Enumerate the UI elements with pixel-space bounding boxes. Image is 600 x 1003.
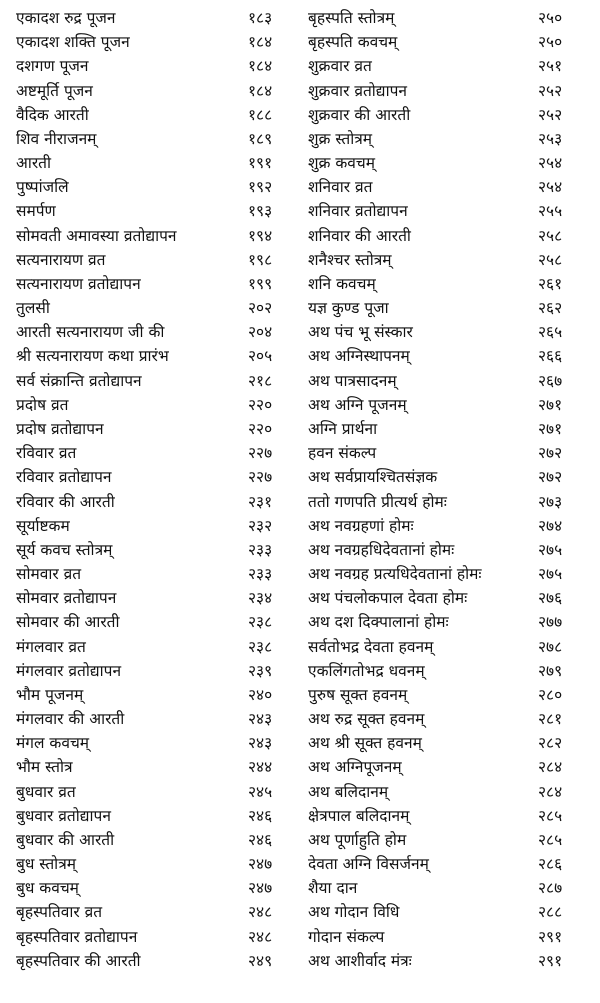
index-entry: [300, 465, 600, 489]
entry-page-number: २०५: [248, 347, 273, 366]
entry-title: सोमवार व्रतोद्यापन: [16, 589, 117, 608]
index-entry: [300, 852, 600, 876]
index-entry: [300, 562, 600, 586]
index-entry: [0, 417, 300, 441]
entry-page-number: २७५: [538, 540, 563, 559]
entry-title: गोदान संकल्प: [308, 927, 385, 946]
entry-title: अथ पूर्णाहुति होम: [308, 830, 407, 849]
index-entry: [300, 127, 600, 151]
entry-title: अथ आशीर्वाद मंत्रः: [308, 951, 412, 970]
index-entry: [300, 586, 600, 610]
entry-page-number: २४७: [248, 879, 273, 898]
entry-page-number: २२०: [248, 395, 273, 414]
index-entry: [300, 949, 600, 973]
index-entry: [0, 780, 300, 804]
entry-page-number: २९१: [538, 951, 563, 970]
index-entry: [0, 199, 300, 223]
entry-page-number: २८४: [538, 782, 563, 801]
index-entry: [0, 828, 300, 852]
index-entry: [300, 514, 600, 538]
entry-page-number: २४०: [248, 685, 273, 704]
entry-page-number: २४६: [248, 830, 273, 849]
entry-page-number: १९९: [248, 274, 273, 293]
entry-title: प्रदोष व्रत: [16, 395, 69, 414]
index-entry: [0, 30, 300, 54]
index-entry: [0, 344, 300, 368]
entry-page-number: २८५: [538, 830, 563, 849]
entry-title: क्षेत्रपाल बलिदानम्: [308, 806, 410, 825]
entry-title: अथ अग्नि पूजनम्: [308, 395, 407, 414]
entry-page-number: २३८: [248, 637, 273, 656]
index-entry: [0, 393, 300, 417]
entry-page-number: २३३: [248, 540, 273, 559]
index-entry: [0, 441, 300, 465]
index-entry: [0, 248, 300, 272]
entry-title: अथ नवग्रहधिदेवतानां होमः: [308, 540, 455, 559]
entry-page-number: २८०: [538, 685, 563, 704]
entry-title: रविवार की आरती: [16, 492, 115, 511]
entry-page-number: २५०: [538, 9, 563, 28]
entry-title: एकादश शक्ति पूजन: [16, 33, 130, 52]
entry-title: बृहस्पति कवचम्: [308, 33, 398, 52]
entry-page-number: २४७: [248, 855, 273, 874]
entry-title: अथ श्री सूक्त हवनम्: [308, 734, 422, 753]
entry-page-number: २५१: [538, 57, 563, 76]
index-entry: [0, 731, 300, 755]
index-entry: [0, 900, 300, 924]
entry-page-number: १८४: [248, 81, 273, 100]
index-entry: [0, 175, 300, 199]
entry-title: अथ अग्निपूजनम्: [308, 758, 402, 777]
entry-page-number: २१८: [248, 371, 273, 390]
entry-title: शनि कवचम्: [308, 274, 376, 293]
entry-page-number: २८६: [538, 855, 563, 874]
index-entry: [300, 6, 600, 30]
index-column-right: [300, 6, 600, 996]
index-entry: [0, 489, 300, 513]
entry-page-number: २७२: [538, 468, 563, 487]
entry-page-number: २६२: [538, 299, 563, 318]
index-entry: [300, 199, 600, 223]
index-entry: [0, 876, 300, 900]
index-entry: [0, 755, 300, 779]
entry-title: शिव नीराजनम्: [16, 129, 97, 148]
entry-page-number: २८२: [538, 734, 563, 753]
entry-page-number: २४४: [248, 758, 273, 777]
entry-page-number: २३९: [248, 661, 273, 680]
index-entry: [0, 151, 300, 175]
entry-title: पुरुष सूक्त हवनम्: [308, 685, 408, 704]
entry-page-number: २५८: [538, 226, 563, 245]
entry-title: एकादश रुद्र पूजन: [16, 9, 116, 28]
index-entry: [0, 54, 300, 78]
index-entry: [300, 538, 600, 562]
entry-title: एकलिंगतोभद्र धवनम्: [308, 661, 425, 680]
entry-page-number: २६६: [538, 347, 563, 366]
index-entry: [300, 344, 600, 368]
entry-page-number: २५२: [538, 81, 563, 100]
index-entry: [300, 103, 600, 127]
entry-page-number: २५५: [538, 202, 563, 221]
entry-page-number: २७७: [538, 613, 563, 632]
index-entry: [0, 586, 300, 610]
entry-page-number: २४६: [248, 806, 273, 825]
index-entry: [300, 683, 600, 707]
index-entry: [300, 828, 600, 852]
entry-title: सत्यनारायण व्रत: [16, 250, 106, 269]
entry-title: सोमवार व्रत: [16, 565, 82, 584]
entry-page-number: २४९: [248, 951, 273, 970]
entry-page-number: २२७: [248, 468, 273, 487]
entry-title: अथ पात्रसादनम्: [308, 371, 397, 390]
index-entry: [0, 949, 300, 973]
index-entry: [0, 562, 300, 586]
index-entry: [0, 804, 300, 828]
entry-page-number: २७८: [538, 637, 563, 656]
index-entry: [300, 79, 600, 103]
entry-title: बुध कवचम्: [16, 879, 79, 898]
entry-title: बुधवार व्रतोद्यापन: [16, 806, 111, 825]
entry-title: शनैश्चर स्तोत्रम्: [308, 250, 392, 269]
entry-title: समर्पण: [16, 202, 56, 221]
index-entry: [300, 804, 600, 828]
index-entry: [300, 780, 600, 804]
entry-page-number: २५४: [538, 178, 563, 197]
entry-title: सत्यनारायण व्रतोद्यापन: [16, 274, 141, 293]
entry-title: अथ नवग्रह प्रत्यधिदेवतानां होमः: [308, 565, 482, 584]
entry-page-number: १९८: [248, 250, 273, 269]
index-entry: [300, 731, 600, 755]
entry-title: बृहस्पति स्तोत्रम्: [308, 9, 395, 28]
entry-page-number: १८३: [248, 9, 273, 28]
index-entry: [300, 224, 600, 248]
entry-title: अथ रुद्र सूक्त हवनम्: [308, 710, 425, 729]
entry-title: सर्वतोभद्र देवता हवनम्: [308, 637, 434, 656]
entry-page-number: २४८: [248, 927, 273, 946]
index-entry: [0, 707, 300, 731]
index-entry: [300, 175, 600, 199]
entry-title: शनिवार व्रतोद्यापन: [308, 202, 408, 221]
entry-title: मंगल कवचम्: [16, 734, 90, 753]
entry-page-number: २६७: [538, 371, 563, 390]
entry-title: शनिवार की आरती: [308, 226, 411, 245]
entry-title: रविवार व्रतोद्यापन: [16, 468, 112, 487]
entry-page-number: २५०: [538, 33, 563, 52]
entry-page-number: १९१: [248, 154, 273, 173]
index-entry: [300, 151, 600, 175]
entry-page-number: २५८: [538, 250, 563, 269]
entry-title: अष्टमूर्ति पूजन: [16, 81, 93, 100]
entry-page-number: २५२: [538, 105, 563, 124]
entry-title: श्री सत्यनारायण कथा प्रारंभ: [16, 347, 169, 366]
entry-title: अथ दश दिक्पालानां होमः: [308, 613, 449, 632]
entry-page-number: २८८: [538, 903, 563, 922]
entry-title: आरती सत्यनारायण जी की: [16, 323, 165, 342]
index-entry: [300, 755, 600, 779]
index-entry: [300, 417, 600, 441]
index-entry: [0, 538, 300, 562]
entry-page-number: २९१: [538, 927, 563, 946]
entry-page-number: १९२: [248, 178, 273, 197]
entry-title: बुधवार की आरती: [16, 830, 115, 849]
index-entry: [300, 272, 600, 296]
entry-title: यज्ञ कुण्ड पूजा: [308, 299, 389, 318]
entry-title: शुक्रवार व्रतोद्यापन: [308, 81, 407, 100]
entry-title: शुक्र कवचम्: [308, 154, 376, 173]
entry-page-number: २५४: [538, 154, 563, 173]
index-entry: [0, 634, 300, 658]
entry-title: सर्व संक्रान्ति व्रतोद्यापन: [16, 371, 142, 390]
entry-page-number: १८४: [248, 33, 273, 52]
index-entry: [0, 103, 300, 127]
entry-title: भौम स्तोत्र: [16, 758, 73, 777]
entry-title: शुक्रवार की आरती: [308, 105, 411, 124]
index-entry: [0, 224, 300, 248]
entry-title: अथ बलिदानम्: [308, 782, 389, 801]
entry-page-number: २७५: [538, 565, 563, 584]
entry-page-number: २२७: [248, 444, 273, 463]
entry-title: बुध स्तोत्रम्: [16, 855, 77, 874]
entry-page-number: २७६: [538, 589, 563, 608]
entry-page-number: २५३: [538, 129, 563, 148]
entry-page-number: २४३: [248, 710, 273, 729]
index-entry: [300, 634, 600, 658]
index-entry: [0, 296, 300, 320]
index-entry: [300, 248, 600, 272]
index-entry: [0, 683, 300, 707]
index-entry: [0, 659, 300, 683]
index-column-left: [0, 6, 300, 996]
entry-page-number: २७४: [538, 516, 563, 535]
index-entry: [300, 925, 600, 949]
entry-page-number: १८८: [248, 105, 273, 124]
index-entry: [300, 369, 600, 393]
entry-page-number: २८१: [538, 710, 563, 729]
entry-page-number: २७१: [538, 395, 563, 414]
index-entry: [0, 320, 300, 344]
entry-page-number: १९४: [248, 226, 273, 245]
entry-title: वैदिक आरती: [16, 105, 89, 124]
entry-title: मंगलवार की आरती: [16, 710, 125, 729]
index-entry: [300, 54, 600, 78]
entry-title: हवन संकल्प: [308, 444, 377, 463]
entry-title: दशगण पूजन: [16, 57, 89, 76]
entry-title: देवता अग्नि विसर्जनम्: [308, 855, 429, 874]
index-entry: [0, 6, 300, 30]
index-entry: [300, 876, 600, 900]
entry-page-number: २८४: [538, 758, 563, 777]
entry-title: बुधवार व्रत: [16, 782, 76, 801]
entry-page-number: २७९: [538, 661, 563, 680]
index-entry: [0, 127, 300, 151]
entry-title: अथ सर्वप्रायश्चितसंज्ञक: [308, 468, 438, 487]
entry-title: मंगलवार व्रतोद्यापन: [16, 661, 122, 680]
entry-page-number: १८९: [248, 129, 273, 148]
index-entry: [300, 610, 600, 634]
entry-page-number: २३३: [248, 565, 273, 584]
entry-page-number: २४३: [248, 734, 273, 753]
index-entry: [300, 441, 600, 465]
entry-title: ततो गणपति प्रीत्यर्थ होमः: [308, 492, 447, 511]
entry-page-number: २४५: [248, 782, 273, 801]
index-entry: [300, 659, 600, 683]
entry-title: मंगलवार व्रत: [16, 637, 86, 656]
index-entry: [0, 465, 300, 489]
index-page: [0, 6, 600, 996]
entry-title: अथ गोदान विधि: [308, 903, 400, 922]
entry-title: पुष्पांजलि: [16, 178, 69, 197]
entry-title: बृहस्पतिवार व्रतोद्यापन: [16, 927, 138, 946]
index-entry: [300, 707, 600, 731]
entry-page-number: २७१: [538, 420, 563, 438]
index-entry: [0, 272, 300, 296]
index-entry: [0, 514, 300, 538]
index-entry: [300, 489, 600, 513]
index-entry: [300, 30, 600, 54]
entry-title: अथ नवग्रहणां होमः: [308, 516, 414, 535]
entry-page-number: २७२: [538, 444, 563, 463]
entry-title: बृहस्पतिवार व्रत: [16, 903, 103, 922]
entry-page-number: २३४: [248, 589, 273, 608]
entry-title: शनिवार व्रत: [308, 178, 373, 197]
entry-title: अथ अग्निस्थापनम्: [308, 347, 410, 366]
entry-title: शुक्रवार व्रत: [308, 57, 372, 76]
entry-title: प्रदोष व्रतोद्यापन: [16, 420, 104, 438]
index-entry: [0, 79, 300, 103]
entry-title: शुक्र स्तोत्रम्: [308, 129, 373, 148]
entry-page-number: २३१: [248, 492, 273, 511]
index-entry: [300, 393, 600, 417]
entry-title: अग्नि प्रार्थना: [308, 420, 378, 438]
entry-title: आरती: [16, 154, 52, 173]
entry-page-number: २४८: [248, 903, 273, 922]
entry-title: भौम पूजनम्: [16, 685, 84, 704]
entry-page-number: २८५: [538, 806, 563, 825]
index-entry: [0, 925, 300, 949]
index-entry: [0, 852, 300, 876]
entry-page-number: १८४: [248, 57, 273, 76]
entry-title: बृहस्पतिवार की आरती: [16, 951, 141, 970]
entry-page-number: २३८: [248, 613, 273, 632]
entry-page-number: २३२: [248, 516, 273, 535]
index-entry: [300, 320, 600, 344]
entry-title: तुलसी: [16, 299, 50, 318]
entry-page-number: २०४: [248, 323, 273, 342]
entry-title: शैया दान: [308, 879, 358, 898]
entry-page-number: २०२: [248, 299, 273, 318]
entry-title: सूर्य कवच स्तोत्रम्: [16, 540, 113, 559]
entry-page-number: १९३: [248, 202, 273, 221]
entry-page-number: २६१: [538, 274, 563, 293]
entry-title: रविवार व्रत: [16, 444, 77, 463]
entry-page-number: २२०: [248, 420, 273, 438]
entry-page-number: २७३: [538, 492, 563, 511]
entry-page-number: २६५: [538, 323, 563, 342]
index-entry: [0, 369, 300, 393]
index-entry: [300, 296, 600, 320]
entry-title: सोमवार की आरती: [16, 613, 120, 632]
index-entry: [300, 900, 600, 924]
entry-page-number: २८७: [538, 879, 563, 898]
entry-title: अथ पंच भू संस्कार: [308, 323, 413, 342]
index-entry: [0, 610, 300, 634]
entry-title: अथ पंचलोकपाल देवता होमः: [308, 589, 468, 608]
entry-title: सोमवती अमावस्या व्रतोद्यापन: [16, 226, 177, 245]
entry-title: सूर्याष्टकम: [16, 516, 70, 535]
